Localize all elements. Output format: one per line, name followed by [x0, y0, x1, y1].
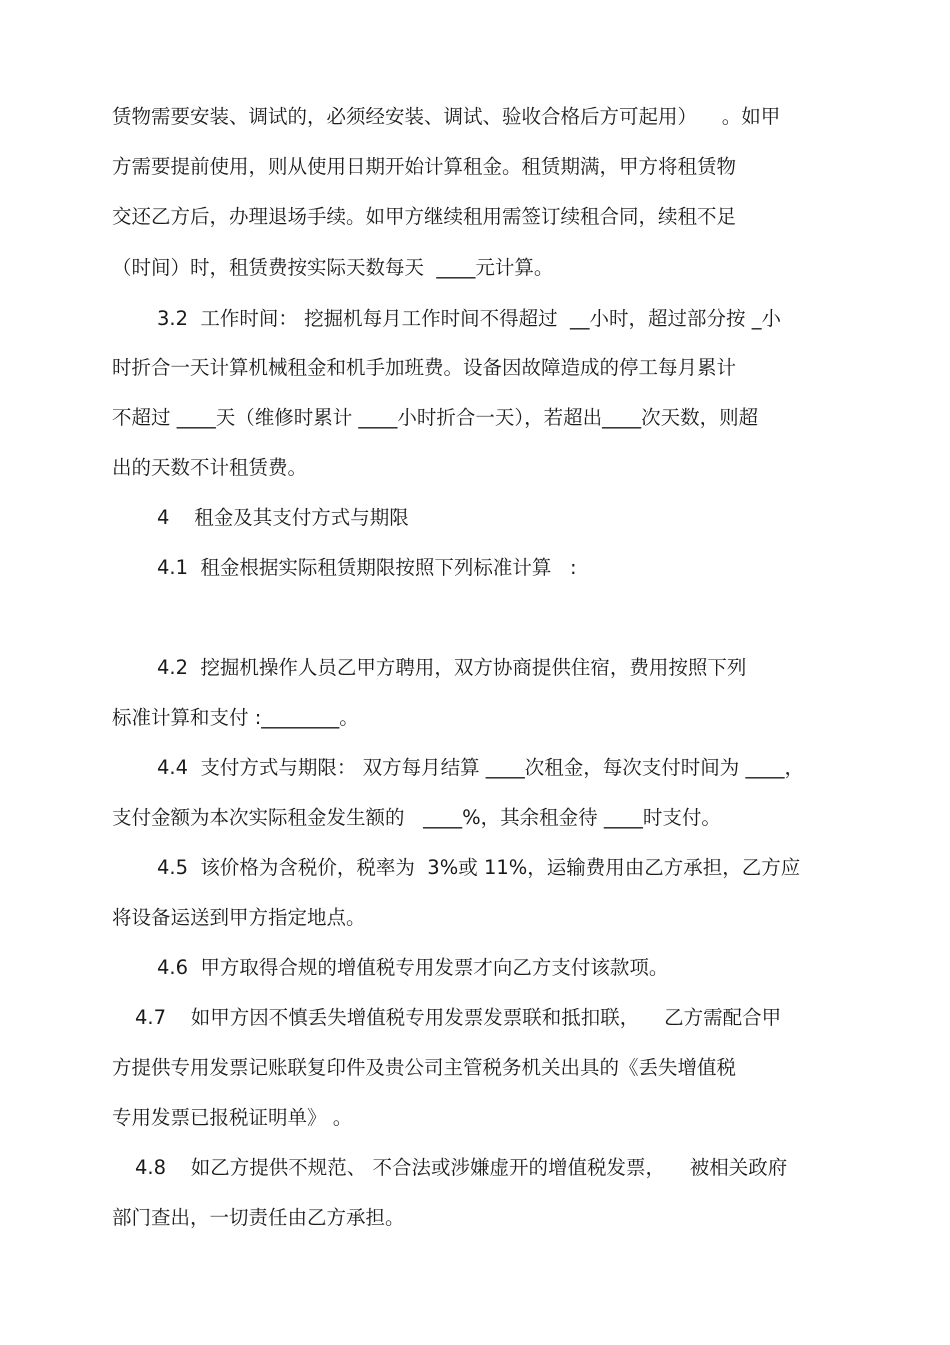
paragraph-line: 支付金额为本次实际租金发生额的 ____%，其余租金待 ____时支付。: [112, 806, 721, 829]
paragraph-line: （时间）时，租赁费按实际天数每天 ____元计算。: [112, 256, 554, 279]
paragraph-line: 3.2 工作时间： 挖掘机每月工作时间不得超过 __小时，超过部分按 _小: [157, 307, 781, 330]
paragraph-line: 标准计算和支付 :________。: [112, 706, 359, 729]
paragraph-line: 4.7 如甲方因不慎丢失增值税专用发票发票联和抵扣联， 乙方需配合甲: [135, 1006, 782, 1029]
paragraph-line: 时折合一天计算机械租金和机手加班费。设备因故障造成的停工每月累计: [112, 356, 737, 379]
paragraph-line: 4.1 租金根据实际租赁期限按照下列标准计算 :: [157, 556, 577, 579]
paragraph-line: 出的天数不计租赁费。: [112, 456, 308, 479]
paragraph-line: 4.4 支付方式与期限： 双方每月结算 ____次租金，每次支付时间为 ____，: [157, 756, 805, 779]
section-heading: 4 租金及其支付方式与期限: [157, 506, 409, 529]
paragraph-line: 4.5 该价格为含税价，税率为 3%或 11%，运输费用由乙方承担，乙方应: [157, 856, 801, 879]
paragraph-line: 方提供专用发票记账联复印件及贵公司主管税务机关出具的《丢失增值税: [112, 1056, 737, 1079]
paragraph-line: 4.6 甲方取得合规的增值税专用发票才向乙方支付该款项。: [157, 956, 669, 979]
paragraph-line: 4.2 挖掘机操作人员乙甲方聘用，双方协商提供住宿，费用按照下列: [157, 656, 747, 679]
paragraph-line: 不超过 ____天（维修时累计 ____小时折合一天），若超出____次天数，则超: [112, 406, 759, 429]
paragraph-line: 交还乙方后，办理退场手续。如甲方继续租用需签订续租合同，续租不足: [112, 205, 737, 228]
paragraph-line: 部门查出，一切责任由乙方承担。: [112, 1206, 405, 1229]
paragraph-line: 赁物需要安装、调试的，必须经安装、调试、验收合格后方可起用） 。如甲: [112, 105, 781, 128]
paragraph-line: 将设备运送到甲方指定地点。: [112, 906, 366, 929]
paragraph-line: 4.8 如乙方提供不规范、 不合法或涉嫌虚开的增值税发票， 被相关政府: [135, 1156, 788, 1179]
paragraph-line: 方需要提前使用，则从使用日期开始计算租金。租赁期满，甲方将租赁物: [112, 155, 737, 178]
paragraph-line: 专用发票已报税证明单》 。: [112, 1106, 353, 1129]
